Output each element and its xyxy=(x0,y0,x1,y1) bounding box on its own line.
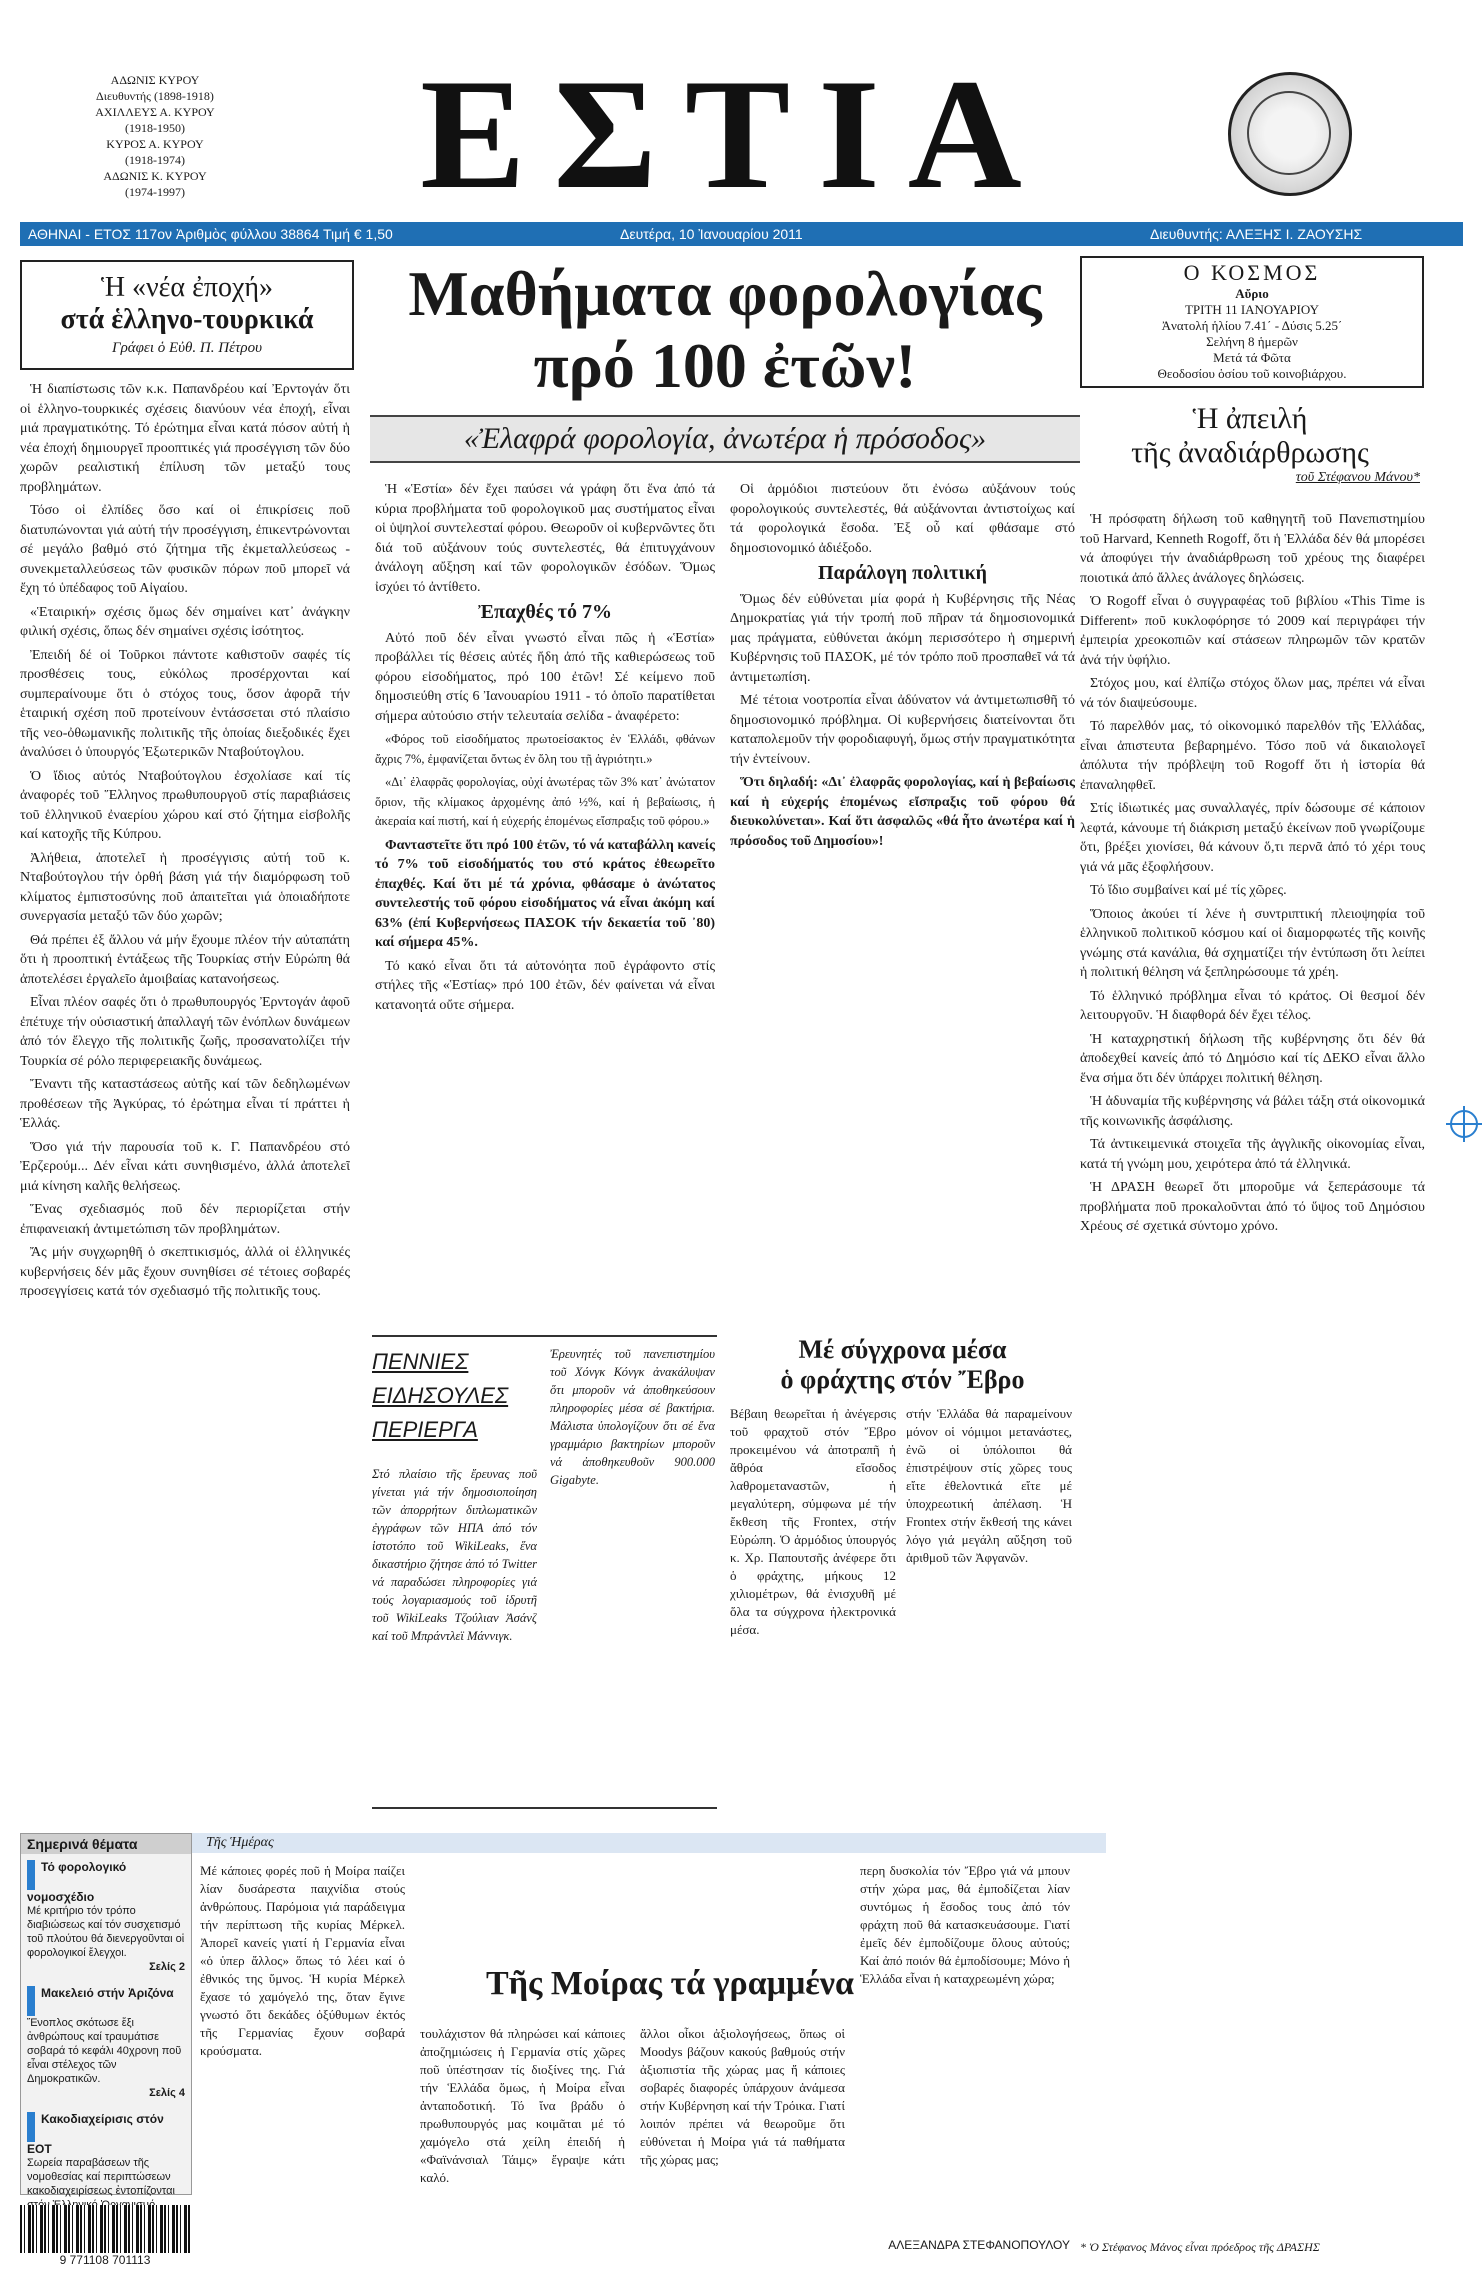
paragraph: Ὅτι δηλαδή: «Δι᾽ ἐλαφρᾶς φορολογίας, καί ἡ βεβαίωσις καί ἡ εὐχερής ἐπομένως εἴσπραξις τοῦ φόρου θά διευκολύνεται». Καί ὅτι ἀσφαλῶς «θά ἦτο ἀνωτέρα καί ἡ πρόσοδος τοῦ Δημοσίου»! xyxy=(730,775,1075,849)
tis-imeras-label: Τῆς Ἡμέρας xyxy=(192,1833,1106,1853)
topic-text: Μέ κριτήριο τόν τρόπο διαβιώσεως καί τόν συσχετισμό τοῦ πλούτου θά διενεργοῦνται οἱ φορολογικοί ἔλεγχοι. xyxy=(27,1905,185,1959)
paragraph: Ὁ ἴδιος αὐτός Νταβούτογλου ἐσχολίασε καί τίς ἀναφορές τοῦ Ἕλληνος πρωθυπουργοῦ στίς παραβιάσεις τοῦ ἑλληνικοῦ ἐναερίου χώρου καί στό ζήτημα εἰσβολῆς καί κατοχῆς τῆς Κύπρου. xyxy=(20,768,350,842)
tis-imeras-col2: τουλάχιστον θά πληρώσει καί κάποιες ἀποζημιώσεις ἡ Γερμανία στίς χῶρες ποῦ ὑπέστησαν τίς διοξίνες της. Γιά τήν Ἑλλάδα ὅμως, ἡ Μοίρα εἶναι ἀνταποδοτική. Τό ἴνα βράδυ ὁ πρωθυπουργός μας κοιμᾶται μέ τό χαμόγελο στά χείλη ἐπειδή ἡ «Φαϊνάνσιαλ Τάιμς» ἔγραψε κάτι καλό. xyxy=(420,2026,625,2185)
paragraph: Ἡ πρόσφατη δήλωση τοῦ καθηγητῆ τοῦ Πανεπιστημίου τοῦ Harvard, Kenneth Rogoff, ὅτι ἡ Ἑλλάδα δέν θά μπορέσει νά ἀποφύγει τήν ἀναδιάρθρωση τοῦ χρέους της διαφέρει ποιοτικά ἀπό ἄλλες ἀνάλογες δηλώσεις. xyxy=(1080,512,1425,586)
topic-marker-icon xyxy=(27,1986,35,2016)
kosmos-box xyxy=(1080,256,1424,388)
founder-line: ΑΔΩΝΙΣ Κ. ΚΥΡΟΥ xyxy=(103,169,207,183)
tis-imeras-signature: ΑΛΕΞΑΝΔΡΑ ΣΤΕΦΑΝΟΠΟΥΛΟΥ xyxy=(888,2238,1070,2252)
registration-mark-icon xyxy=(1450,1110,1478,1138)
right-article-title-line1: Ἡ ἀπειλή xyxy=(1192,402,1308,435)
paragraph: Εἶναι πλέον σαφές ὅτι ὁ πρωθυπουργός Ἐρντογάν ἀφοῦ ἐπέτυχε τήν οὐσιαστική ἀπαλλαγή τῶν ἐνόπλων δυνάμεων ἀπό τόν ἔλεγχο τῆς πολιτικῆς ζωῆς, προσανατολίζει τήν Τουρκία σέ ρόλο περιφερειακῆς δυνάμεως. xyxy=(20,995,350,1069)
main-headline xyxy=(375,258,1075,402)
paragraph: Στίς ἰδιωτικές μας συναλλαγές, πρίν δώσουμε σέ κάποιον λεφτά, κάνουμε τή διάκριση μεταξύ ἐκείνων ποῦ γνωρίζουμε ὅτι, βρέξει χιονίσει, θά κάνουν ὅ,τι περνᾶ ἀπό τό χέρι τους γιά νά μᾶς ἐξοφλήσουν. xyxy=(1080,801,1425,875)
pennies-logo xyxy=(372,1345,512,1447)
left-article-title-box xyxy=(20,260,354,370)
paragraph: Τό κακό εἶναι ὅτι τά αὐτονόητα ποῦ ἐγράφοντο στίς στήλες τῆς «Ἑστίας» πρό 100 ἐτῶν, δέν φαίνεται νά εἶναι κατανοητά οὔτε σήμερα. xyxy=(375,958,715,1013)
paragraph: Τό παρελθόν μας, τό οἰκονομικό παρελθόν τῆς Ἑλλάδας, εἶναι ἀπιστευτα βεβαρημένο. Τόσο ποῦ νά δικαιολογεῖ ἀπόλυτα τήν πρόβλεψη τοῦ Rogoff ὅτι ἡ ἱστορία θά ἐπαναληφθεῖ. xyxy=(1080,719,1425,793)
main-subhead: «Ἐλαφρά φορολογία, ἀνωτέρα ἡ πρόσοδος» xyxy=(370,415,1080,463)
evros-col2: στήν Ἑλλάδα θά παραμείνουν μόνον οἱ νόμιμοι μετανάστες, ἐνῶ οἱ ὑπόλοιποι θά ἐπιστρέψουν στίς χῶρες τους εἴτε ἐθελοντικά εἴτε μέ ὑποχρεωτική ἀπέλαση. Ἡ Frontex στήν ἔκθεσή της κάνει λόγο γιά μεγάλη αὔξηση τοῦ ἀριθμοῦ τῶν Ἀφγανῶν. xyxy=(906,1406,1072,1565)
kosmos-line: Θεοδοσίου ὁσίου τοῦ κοινοβιάρχου. xyxy=(1157,366,1347,381)
paragraph: Ἕνας σχεδιασμός ποῦ δέν περιορίζεται στήν ἐπιφανειακή ἀντιμετώπιση τῶν προβλημάτων. xyxy=(20,1202,350,1237)
right-article-body xyxy=(1080,510,1425,2230)
kosmos-line: Μετά τά Φῶτα xyxy=(1213,350,1291,365)
evros-header xyxy=(730,1335,1075,1395)
director-line: Διευθυντής: ΑΛΕΞΗΣ Ι. ΖΑΟΥΣΗΣ xyxy=(1150,226,1363,242)
topic-item[interactable] xyxy=(21,1854,191,1980)
paragraph: Οἱ ἁρμόδιοι πιστεύουν ὅτι ἐνόσω αὐξάνουν τούς φορολογικούς συντελεστές, θά αὐξάνονται ἀντιστοίχως καί τά φορολογικά ἔσοδα. Ἐξ οὗ καί φθάσαμε στό δημοσιονομικό ἀδιέξοδο. xyxy=(730,482,1075,556)
main-article-col2 xyxy=(730,480,1075,1310)
newspaper-title: ΕΣΤΙΑ xyxy=(420,47,1050,222)
kosmos-line: Ἀνατολή ἡλίου 7.41΄ - Δύσις 5.25΄ xyxy=(1161,318,1343,333)
pennies-text-col2: Ἐρευνητές τοῦ πανεπιστημίου τοῦ Χόνγκ Κόνγκ ἀνακάλυψαν ὅτι μποροῦν νά ἀποθηκεύσουν πληροφορίες μέσα σέ βακτήρια. Μάλιστα ὑπολογίζουν ὅτι σέ ἕνα γραμμάριο βακτηρίων μποροῦν νά ἀποθηκευθοῦν 900.000 Gigabyte. xyxy=(550,1347,715,1487)
paragraph: Τό ἑλληνικό πρόβλημα εἶναι τό κράτος. Οἱ θεσμοί δέν λειτουργοῦν. Ἡ διαφθορά δέν ἔχει τέλος. xyxy=(1080,988,1425,1023)
paragraph: Ἡ «Ἑστία» δέν ἔχει παύσει νά γράφη ὅτι ἕνα ἀπό τά κύρια προβλήματα τοῦ φορολογικοῦ μας συστήματος εἶναι οἱ ὑψηλοί συντελεσταί φόρου. Θεωροῦν οἱ κυβερνῶντες ὅτι διά τοῦ αὐξάνουν τούς συντελεστές, θά ἐπιτυγχάνουν ἀνάλογη αὔξηση καί τῶν φορολογικῶν ἐσόδων. Ὅμως ἰσχύει τό ἀντίθετο. xyxy=(375,482,715,595)
tis-imeras-col1: Μέ κάποιες φορές ποῦ ἡ Μοίρα παίζει λίαν δυσάρεστα παιχνίδια στούς ἀνθρώπους. Παρόμοια γιά παράδειγμα τήν περίπτωση τῆς κυρίας Μέρκελ. Ἀπορεῖ κανείς γιατί ἡ Γερμανία εἶναι «ὁ ὑπερ ἄλλος» ὅπως τό λέει καί ὁ ἐθνικός της ὕμνος. Ἡ κυρία Μέρκελ ἔχασε τό χαμόγελό της, ὅταν ἔγινε γνωστό ὅτι δεκάδες ὀξύθυμων ἐκτός τῆς Γερμανίας ἔχουν σοβαρά κρούσματα. xyxy=(200,1863,405,2058)
issue-date: Δευτέρα, 10 Ἰανουαρίου 2011 xyxy=(620,226,803,242)
founder-line: (1918-1974) xyxy=(125,153,185,167)
paragraph: Αὐτό ποῦ δέν εἶναι γνωστό εἶναι πῶς ἡ «Ἑστία» προβάλλει τίς θέσεις αὐτές ἤδη ἀπό τῆς καθιερώσεως τοῦ φόρου εἰσοδήματος, πρό 100 ἐτῶν! Σέ κείμενο ποῦ δημοσιεύθη στίς 6 Ἰανουαρίου 1911 - τό ὁποῖο παρατίθεται σήμερα αὐτούσιο στήν τελευταία σελίδα - ἀναφέρετο: xyxy=(375,630,715,724)
barcode-number: 9 771108 701113 xyxy=(59,2253,151,2267)
pennies-logo-line: ΕΙΔΗΣΟΥΛΕΣ xyxy=(372,1383,509,1408)
left-article-title-line1: Ἡ «νέα ἐποχή» xyxy=(100,272,274,303)
paragraph: Ὁ Rogoff εἶναι ὁ συγγραφέας τοῦ βιβλίου «This Time is Different» ποῦ κυκλοφόρησε τό 2009 καί περιγράφει τήν ἐμπειρία χρεοκοπιῶν καί στάσεων πληρωμῶν τῶν κρατῶν ἀνά τήν ὑφήλιο. xyxy=(1080,594,1425,668)
topic-page: Σελίς 2 xyxy=(149,1961,185,1973)
right-article-header xyxy=(1080,402,1420,486)
topic-page: Σελίς 4 xyxy=(149,2087,185,2099)
quote-paragraph: «Φόρος τοῦ εἰσοδήματος πρωτοείσακτος ἐν Ἑλλάδι, φθάνων ἄχρις 7%, ἐμφανίζεται ὄντως ἐν ὅλη του τῇ ἀγριότητι.» xyxy=(375,732,715,766)
main-article-col1 xyxy=(375,480,715,1310)
topic-text: Σωρεία παραβάσεων τῆς νομοθεσίας καί περιπτώσεων κακοδιαχειρίσεως ἐντοπίζονται xyxy=(27,2157,175,2197)
left-article-byline: Γράφει ὁ Εὐθ. Π. Πέτρου xyxy=(112,340,262,356)
issue-line: ΑΘΗΝΑΙ - ΕΤΟΣ 117ον Ἀριθμὸς φύλλου 38864 Τιμή € 1,50 xyxy=(28,226,393,242)
section-heading: Ἐπαχθές τό 7% xyxy=(477,601,613,623)
paragraph: Τό ἴδιο συμβαίνει καί μέ τίς χῶρες. xyxy=(1090,883,1287,898)
pennies-logo-line: ΠΕΝΝΙΕΣ xyxy=(372,1349,469,1374)
main-headline-line1: Μαθήματα φορολογίας xyxy=(408,258,1042,329)
paragraph: «Ἑταιρική» σχέσις ὅμως δέν σημαίνει κατ᾽ ἀνάγκην φιλική σχέσις, ὅπως δέν σημαίνει σχέσις ἰσότητος. xyxy=(20,604,350,639)
section-heading: Παράλογη πολιτική xyxy=(818,562,987,584)
seal-emblem-icon xyxy=(1228,72,1352,196)
pennies-box xyxy=(372,1335,717,1809)
topic-marker-icon xyxy=(27,1860,35,1890)
pennies-text-col1: Στό πλαίσιο τῆς ἔρευνας ποῦ γίνεται γιά τήν δημοσιοποίηση τῶν ἀπορρήτων διπλωματικῶν ἐγγράφων τῶν ΗΠΑ ἀπό τόν ἱστοτόπο τοῦ WikiLeaks, ἕνα δικαστήριο ζήτησε ἀπό τό Twitter νά παραδώσει πληροφορίες γιά τούς λογαριασμούς τοῦ ἱδρυτῆ τοῦ WikiLeaks Τζούλιαν Ἀσάνζ καί τοῦ Μπράντλεϊ Μάννιγκ. xyxy=(372,1467,537,1643)
left-article-title-line2: στά ἑλληνο-τουρκικά xyxy=(60,304,314,335)
right-article-footnote: * Ὁ Στέφανος Μάνος εἶναι πρόεδρος τῆς ΔΡΑΣΗΣ xyxy=(1080,2240,1320,2254)
topic-title: Κακοδιαχείρισις στόν ΕΟΤ xyxy=(27,2112,164,2156)
kosmos-line: ΤΡΙΤΗ 11 ΙΑΝΟΥΑΡΙΟΥ xyxy=(1184,302,1320,317)
kosmos-title: Ο ΚΟΣΜΟΣ xyxy=(1183,260,1321,285)
tis-imeras-title: Τῆς Μοίρας τά γραμμένα xyxy=(486,1965,854,2002)
paragraph: Ἔναντι τῆς καταστάσεως αὐτῆς καί τῶν δεδηλωμένων προθέσεων τῆς Ἀγκύρας, τό ἐρώτημα εἶναι τί πράττει ἡ Ἑλλάς. xyxy=(20,1077,350,1131)
todays-topics-box xyxy=(20,1833,192,2195)
topic-title: Τό φορολογικό νομοσχέδιο xyxy=(27,1860,127,1904)
paragraph: Ὅμως δέν εὐθύνεται μία φορά ἡ Κυβέρνησις τῆς Νέας Δημοκρατίας γιά τήν τροπή ποῦ πῆραν τά δημοσιονομικά μας πράγματα, εὐθύνεται ἀκόμη περισσότερο ἡ σημερινή Κυβέρνησις τοῦ ΠΑΣΟΚ, μέ τόν τρόπο ποῦ προσπαθεῖ νά τά ἀντιμετωπίση. xyxy=(730,591,1075,685)
founder-line: (1974-1997) xyxy=(125,185,185,199)
evros-title-line1: Μέ σύγχρονα μέσα xyxy=(798,1335,1007,1364)
evros-title-line2: ὁ φράχτης στόν Ἔβρο xyxy=(780,1365,1025,1394)
pennies-logo-line: ΠΕΡΙΕΡΓΑ xyxy=(372,1417,478,1442)
topic-item[interactable] xyxy=(21,1980,191,2106)
paragraph: Τόσο οἱ ἐλπίδες ὅσο καί οἱ ἐπικρίσεις ποῦ διατυπώνονται γιά αὐτή τήν προσέγγιση, ἐπικεντρώνονται σέ μεγάλο βαθμό στό ζήτημα τῆς ἐκμεταλλεύσεως - συνεκμεταλλεύσεως τῶν φυσικῶν πόρων ποῦ μπορεῖ νά ἔχη τό ὑπέδαφος τοῦ Αἰγαίου. xyxy=(20,503,350,596)
topic-marker-icon xyxy=(27,2112,35,2142)
founder-line: Διευθυντής (1898-1918) xyxy=(96,89,214,103)
barcode-icon xyxy=(20,2205,190,2253)
paragraph: Τά ἀντικειμενικά στοιχεῖα τῆς ἀγγλικῆς οἰκονομίας εἶναι, κατά τή γνώμη μου, χειρότερα ἀπό τά ἑλληνικά. xyxy=(1080,1137,1425,1172)
paragraph: Ἀλήθεια, ἀποτελεῖ ἡ προσέγγισις αὐτή τοῦ κ. Νταβούτογλου τήν ὀρθή βάση γιά τήν διαμόρφωση τοῦ κλίματος ἐμπιστοσύνης ποῦ ἀπαιτεῖται γιά ὁποιαδήποτε συνεργασία μεταξύ τῶν δύο χωρῶν; xyxy=(20,850,350,924)
tis-imeras-col3: ἄλλοι οἶκοι ἀξιολογήσεως, ὅπως οἱ Moodys βάζουν κακούς βαθμούς στήν ἀξιοπιστία τῆς χώρας μας ἤ κάποιες σοβαρές διαφορές ὑπάρχουν ἀνάμεσα στήν Κυβέρνηση καί τήν Τρόικα. Γιατί λοιπόν πρέπει νά θεωροῦμε ὅτι εὐθύνεται ἡ Μοίρα γιά τά παθήματα τῆς χώρας μας; xyxy=(640,2026,845,2167)
kosmos-line: Σελήνη 8 ἡμερῶν xyxy=(1206,334,1298,349)
paragraph: Ὅσο γιά τήν παρουσία τοῦ κ. Γ. Παπανδρέου στό Ἐρζερούμ... Δέν εἶναι κάτι συνηθισμένο, ἀλλά ἀποτελεῖ μιά κίνηση καλῆς θελήσεως. xyxy=(20,1139,350,1194)
founder-line: ΑΧΙΛΛΕΥΣ Α. ΚΥΡΟΥ xyxy=(95,105,215,119)
dateline-bar xyxy=(20,222,1463,246)
paragraph: Ἡ διαπίστωσις τῶν κ.κ. Παπανδρέου καί Ἐρντογάν ὅτι οἱ ἑλληνο-τουρκικές σχέσεις διανύουν νέα ἐποχή, εἶναι μιά πραγματικότης. Τό ἐρώτημα εἶναι κατά πόσον αὐτή ἡ νέα ἐποχή δημιουργεῖ προοπτικές γιά προσέγγιση τῶν δύο χωρῶν ρεαλιστική ἐπίλυση τῶν μεταξύ τους προβλημάτων. xyxy=(20,382,350,495)
topic-title: Μακελειό στήν Ἀριζόνα xyxy=(41,1986,174,2000)
paragraph: Φανταστεῖτε ὅτι πρό 100 ἐτῶν, τό νά καταβάλλη κανείς τό 7% τοῦ εἰσοδήματός του στό κράτος ἐθεωρεῖτο ἐπαχθές. Καί ὅτι μέ τά χρόνια, φθάσαμε ὁ ἀνώτατος συντελεστής τοῦ φόρου εἰσοδήματος νά εἶναι ἀκόμη καί 63% (ἐπί Κυβερνήσεως ΠΑΣΟΚ τήν δεκαετία τοῦ ᾽80) καί σήμερα 45%. xyxy=(375,837,715,950)
paragraph: Ἡ καταχρηστική δήλωση τῆς κυβέρνησης ὅτι δέν θά ἀποδεχθεί κανείς ἀπό τό Δημόσιο καί τίς ΔΕΚΟ εἶναι ἄλλο ἕνα σήμα ὅτι δέν ὑπάρχει πολιτική θέληση. xyxy=(1080,1031,1425,1086)
paragraph: Ἐπειδή δέ οἱ Τοῦρκοι πάντοτε καθιστοῦν σαφές τίς προσθέσεις τους, εὐκόλως προσέρχονται καί συμπεραίνουμε ὅτι ὁ στόχος τους, ὅσον ἀφορᾶ τήν ἑταιρική σχέση ποῦ προτείνουν ἐντάσσεται στό πλαίσιο τῆς νεο-ὀθωμανικῆς πολιτικῆς τῆς ὁποίας διεξοδικές ἔχει ἀναλύσει ὁ ὑπουργός Ἐξωτερικῶν Νταβούτογλου. xyxy=(20,647,350,760)
right-article-title-line2: τῆς ἀναδιάρθρωσης xyxy=(1131,436,1369,469)
paragraph: Στόχος μου, καί ἐλπίζω στόχος ὅλων μας, πρέπει νά εἶναι νά τόν διαψεύσουμε. xyxy=(1080,676,1425,711)
founder-line: ΚΥΡΟΣ Α. ΚΥΡΟΥ xyxy=(106,137,204,151)
founder-line: ΑΔΩΝΙΣ ΚΥΡΟΥ xyxy=(110,73,200,87)
right-article-byline: τοῦ Στέφανου Μάνου* xyxy=(1295,470,1420,485)
paragraph: Ὅποιος ἀκούει τί λένε ἡ συντριπτική πλειοψηφία τοῦ ἑλληνικοῦ πολιτικοῦ κόσμου καί οἱ διαμορφωτές τῆς κοινῆς γνώμης στά κανάλια, θά σχηματίζει τήν ἐντύπωση ὅτι λείπει ἡ πολιτική θέληση νά ξεπληρώσουμε τά χρέη. xyxy=(1080,906,1425,980)
paragraph: Μέ τέτοια νοοτροπία εἶναι ἀδύνατον νά ἀντιμετωπισθῆ τό δημοσιονομικό πρόβλημα. Οἱ κυβερνήσεις διατείνονται ὅτι καταπολεμοῦν τήν φοροδιαφυγή, ὅμως στήν πραγματικότητα τήν ἐντείνουν. xyxy=(730,693,1075,767)
founders-list xyxy=(40,72,270,200)
todays-topics-title: Σημερινά θέματα xyxy=(21,1834,191,1854)
paragraph: Ἡ ΔΡΑΣΗ θεωρεῖ ὅτι μποροῦμε νά ξεπεράσουμε τά προβλήματα ποῦ προκαλοῦνται ἀπό τό ὕψος τοῦ Δημόσιου Χρέους σέ σχετικά σύντομο χρόνο. xyxy=(1080,1180,1425,1234)
paragraph: Ἄς μήν συγχωρηθῆ ὁ σκεπτικισμός, ἀλλά οἱ ἑλληνικές κυβερνήσεις δέν μᾶς ἔχουν συνηθίσει σέ τέτοιες σοβαρές προσεγγίσεις κατά τόν σχεδιασμό τῆς πολιτικῆς τους. xyxy=(20,1245,350,1299)
paragraph: Θά πρέπει ἐξ ἄλλου νά μήν ἔχουμε πλέον τήν αὐταπάτη ὅτι ἡ προοπτική ἐντάξεως τῆς Τουρκίας στήν Εὐρώπη θά ἀποτελέσει ἐργαλεῖο ἀμοιβαίας κατανοήσεως. xyxy=(20,932,350,987)
founder-line: (1918-1950) xyxy=(125,121,185,135)
quote-paragraph: «Δι᾽ ἐλαφρᾶς φορολογίας, οὐχί ἀνωτέρας τῶν 3% κατ᾽ ἀνώτατον ὅριον, τῆς κλίμακος ἀρχομένης ἀπό ½%, καί ἡ βεβαίωσις, ἡ ἀκεραία καί πιστή, καί ἡ εὐχερής ἐπομένως εἴσπραξις τοῦ φόρου.» xyxy=(375,775,715,828)
tis-imeras-col4: περη δυσκολία τόν Ἔβρο γιά νά μπουν στήν χώρα μας, θά ἐμποδίζεται λίαν συντόμως ἡ ἔσοδος τους ἀπό τόν φράχτη ποῦ θά κατασκευάσουμε. Γιατί ἐμεῖς δέν ἐμποδίζουμε ὅλους αὐτούς; Καί ἀπό ποιόν θά ἐμποδίσουμε; Μόνο ἡ Ἑλλάδα εἶναι ἡ καταχρεωμένη χώρα; xyxy=(860,1863,1070,1986)
paragraph: Ἡ ἀδυναμία τῆς κυβέρνησης νά βάλει τάξη στά οἰκονομικά τῆς κοινωνικῆς ἀσφάλισης. xyxy=(1080,1094,1425,1129)
kosmos-line: Αὔριο xyxy=(1235,286,1269,301)
left-article-body xyxy=(20,380,350,1805)
evros-col1: Βέβαιη θεωρεῖται ἡ ἀνέγερσις τοῦ φραχτοῦ στόν Ἔβρο προκειμένου νά ἀποτραπῆ ἡ ἄθρόα εἴσοδος λαθρομεταναστῶν, ἡ μεγαλύτερη, σύμφωνα μέ τήν ἔκθεση τῆς Frontex, στήν Εὐρώπη. Ὁ ἁρμόδιος ὑπουργός κ. Χρ. Παπουτσῆς ἀνέφερε ὅτι ὁ φράχτης, μήκους 12 χιλιομέτρων, θά ἐνισχυθῆ μέ ὅλα τα σύγχρονα ἠλεκτρονικά μέσα. xyxy=(730,1406,896,1637)
main-headline-line2: πρό 100 ἐτῶν! xyxy=(533,330,917,401)
topic-text: Ἔνοπλος σκότωσε ἕξι ἀνθρώπους καί τραυμάτισε σοβαρά τό κεφάλι 40χρονη ποῦ εἶναι στέλεχος τῶν Δημοκρατικῶν. xyxy=(27,2017,182,2085)
